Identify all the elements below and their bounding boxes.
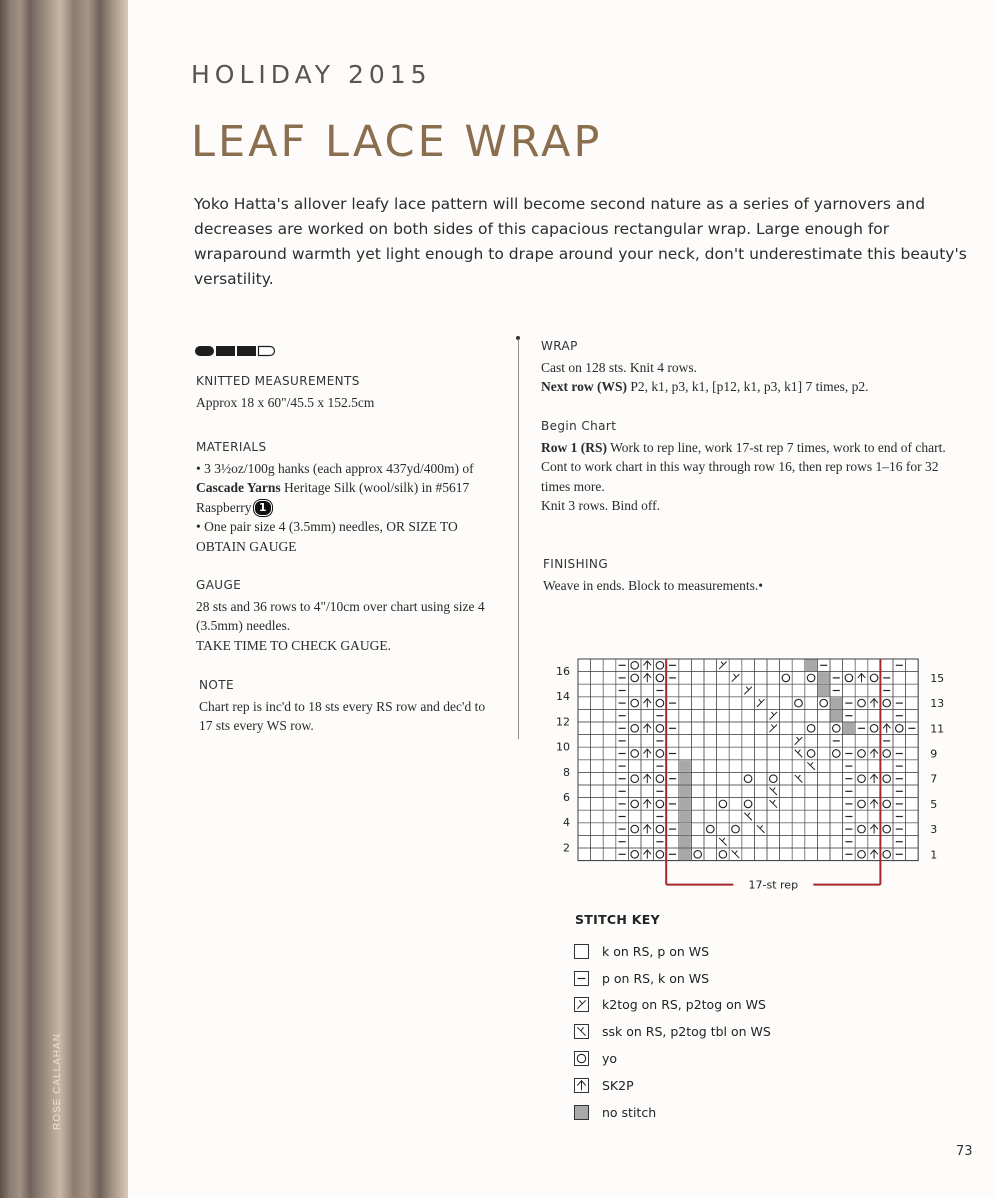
- row-number-left: 8: [563, 765, 570, 779]
- row-number-left: 16: [556, 664, 570, 678]
- stitch-key: [574, 912, 771, 1126]
- chart-cell: [679, 823, 692, 836]
- row-number-right: 7: [930, 772, 938, 786]
- row1-text: Work to rep line, work 17-st rep 7 times, work to end of chart.: [610, 439, 946, 455]
- yo-icon: [574, 1051, 589, 1066]
- materials-heading: MATERIALS: [196, 440, 267, 454]
- begin-chart-section: [541, 417, 951, 516]
- issue-label: HOLIDAY 2015: [191, 60, 432, 89]
- stitch-key-item: [574, 1045, 771, 1072]
- row-number-right: 3: [930, 823, 938, 837]
- row-number-left: 10: [556, 740, 570, 754]
- chart-cell: [817, 684, 830, 697]
- yarn-brand: Cascade Yarns: [196, 480, 281, 495]
- next-row-label: Next row (WS): [541, 379, 627, 394]
- wrap-heading: WRAP: [541, 339, 578, 353]
- chart-cell: [679, 848, 692, 861]
- stitch-key-item: [574, 1072, 771, 1099]
- chart-cell: [679, 810, 692, 823]
- yarn-weight-badge: 1: [255, 501, 271, 515]
- materials-needles: • One pair size 4 (3.5mm) needles, OR SIZE TO OBTAIN GAUGE: [196, 519, 458, 554]
- row-number-left: 14: [556, 690, 570, 704]
- stitch-key-label: k on RS, p on WS: [602, 943, 710, 959]
- skill-level-bar-1: [195, 346, 214, 356]
- note-text: Chart rep is inc'd to 18 sts every RS row and dec'd to 17 sts every WS row.: [199, 698, 486, 733]
- stitch-key-item: [574, 965, 771, 992]
- chart-cell: [817, 672, 830, 685]
- chart-cell: [679, 785, 692, 798]
- next-row-text: P2, k1, p3, k1, [p12, k1, p3, k1] 7 times, p2.: [630, 379, 869, 394]
- chart-cell: [679, 772, 692, 785]
- no-stitch-icon: [574, 1105, 589, 1120]
- row-number-left: 6: [563, 790, 570, 804]
- finishing-heading: FINISHING: [543, 557, 609, 571]
- chart-cell: [843, 722, 856, 735]
- k2tog-icon: [574, 997, 589, 1012]
- column-divider: [518, 339, 519, 739]
- stitch-key-label: k2tog on RS, p2tog on WS: [602, 997, 766, 1013]
- chart-cell: [679, 798, 692, 811]
- finishing-section: [543, 555, 953, 595]
- finishing-text: Weave in ends. Block to measurements.•: [543, 577, 763, 593]
- stitch-key-item: [574, 1099, 771, 1126]
- stitch-key-label: yo: [602, 1051, 618, 1067]
- note-heading: NOTE: [199, 678, 234, 692]
- begin-chart-heading: Begin Chart: [541, 419, 617, 433]
- chart-grid: [578, 659, 918, 861]
- skill-level-bar-4: [259, 347, 275, 356]
- stitch-key-item: [574, 938, 771, 965]
- row-number-right: 15: [930, 671, 945, 685]
- stitch-key-item: [574, 992, 771, 1019]
- row-number-left: 4: [563, 816, 570, 830]
- row-number-right: 13: [930, 697, 945, 711]
- materials-section: [196, 438, 501, 556]
- continue-instructions: Cont to work chart in this way through row 16, then rep rows 1–16 for 32 times more.: [541, 459, 939, 494]
- measurements-heading: KNITTED MEASUREMENTS: [196, 374, 360, 388]
- purl-icon: [574, 971, 589, 986]
- chart-cell: [830, 697, 843, 710]
- row-number-left: 2: [563, 841, 570, 855]
- stitch-key-item: [574, 1018, 771, 1045]
- row-number-right: 1: [930, 848, 938, 862]
- chart-cell: [830, 709, 843, 722]
- gauge-text: 28 sts and 36 rows to 4"/10cm over chart using size 4 (3.5mm) needles.: [196, 598, 485, 633]
- stitch-key-title: STITCH KEY: [575, 912, 660, 927]
- chart-cell: [679, 835, 692, 848]
- materials-item1-rest: Heritage Silk (wool/silk) in #5617 Raspberry: [196, 480, 470, 515]
- note-section: [199, 676, 489, 736]
- wrap-section: [541, 337, 961, 397]
- gauge-heading: GAUGE: [196, 578, 242, 592]
- wrap-cast-on: Cast on 128 sts. Knit 4 rows.: [541, 359, 698, 375]
- lace-chart: [548, 650, 948, 895]
- measurements-section: [196, 372, 496, 412]
- page-number: 73: [956, 1144, 973, 1159]
- row-number-right: 5: [930, 797, 938, 811]
- gauge-check: TAKE TIME TO CHECK GAUGE.: [196, 637, 392, 653]
- sk2p-icon: [574, 1078, 589, 1093]
- measurements-text: Approx 18 x 60"/45.5 x 152.5cm: [196, 394, 375, 410]
- row1-instructions: [541, 438, 951, 458]
- stitch-key-label: SK2P: [602, 1077, 634, 1093]
- pattern-title: LEAF LACE WRAP: [191, 117, 603, 167]
- photo-strip: [0, 0, 128, 1198]
- chart-cell: [805, 659, 818, 672]
- ssk-icon: [574, 1024, 589, 1039]
- materials-item1: • 3 3½oz/100g hanks (each approx 437yd/400m) of: [196, 460, 474, 476]
- row-number-left: 12: [556, 715, 570, 729]
- materials-yarn: [196, 459, 501, 518]
- rep-label: 17-st rep: [748, 878, 799, 892]
- intro-paragraph: Yoko Hatta's allover leafy lace pattern will become second nature as a series of yarnovers and decreases are worked on both sides of this capacious rectangular wrap. Large enough for wraparound warmth yet light enough to drape around your neck, don't underestimate this beauty's versatility.: [194, 195, 967, 288]
- row1-label: Row 1 (RS): [541, 439, 607, 455]
- row-number-right: 9: [930, 747, 938, 761]
- stitch-key-label: p on RS, k on WS: [602, 970, 710, 986]
- skill-level-icon: [194, 344, 278, 358]
- wrap-next-row: [541, 377, 961, 397]
- gauge-section: [196, 576, 496, 655]
- knit-icon: [574, 944, 589, 959]
- bind-off-instructions: Knit 3 rows. Bind off.: [541, 498, 661, 513]
- row-number-right: 11: [930, 722, 945, 736]
- skill-level-bar-3: [237, 346, 256, 356]
- chart-cell: [679, 760, 692, 773]
- skill-level-bar-2: [216, 346, 235, 356]
- stitch-key-label: ssk on RS, p2tog tbl on WS: [602, 1024, 771, 1040]
- photo-credit: ROSE CALLAHAN: [52, 1033, 63, 1130]
- stitch-key-label: no stitch: [602, 1104, 657, 1120]
